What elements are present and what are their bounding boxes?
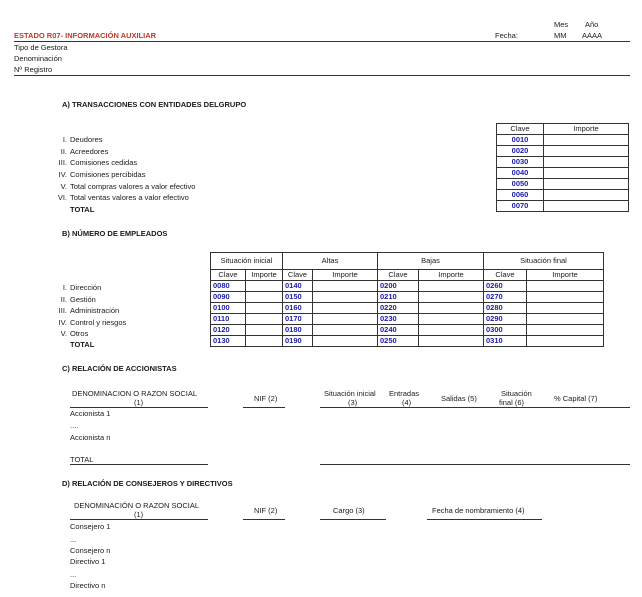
col-importe: Importe: [544, 124, 629, 135]
directivo-row: ...: [70, 570, 77, 579]
clave-cell: 0030: [497, 157, 544, 168]
clave-cell: 0050: [497, 179, 544, 190]
section-d-title: D) RELACIÓN DE CONSEJEROS Y DIRECTIVOS: [62, 479, 233, 488]
directivo-row: Directivo 1: [70, 557, 106, 566]
importe-input[interactable]: [544, 135, 629, 146]
clave-cell: 0060: [497, 190, 544, 201]
clave-cell: 0070: [497, 201, 544, 212]
mes-value: MM: [554, 31, 567, 40]
header-divider-bottom: [14, 75, 630, 76]
col-denominacion: DENOMINACION O RAZON SOCIAL: [72, 389, 198, 398]
accionista-row: Accionista 1: [70, 409, 111, 418]
col-salidas: Salidas (5): [441, 394, 477, 403]
mes-label: Mes: [554, 20, 569, 29]
clave-cell: 0020: [497, 146, 544, 157]
page-title: ESTADO R07- INFORMACIÓN AUXILIAR: [14, 31, 157, 40]
consejero-row: Consejero 1: [70, 522, 111, 531]
clave-cell: 0040: [497, 168, 544, 179]
header-field-denominacion: Denominación: [14, 54, 62, 63]
importe-input[interactable]: [544, 190, 629, 201]
col-capital: % Capital (7): [554, 394, 598, 403]
anio-value: AAAA: [582, 31, 603, 40]
clave-cell: 0010: [497, 135, 544, 146]
col-denominacion-note: (1): [134, 398, 144, 407]
importe-input[interactable]: [544, 179, 629, 190]
importe-input[interactable]: [544, 157, 629, 168]
section-b-table: Situación inicial Altas Bajas Situación final Clave Importe Clave Importe Clave Importe Clave Importe 0080 0140 0200 0260 0090 0150 0210 0270 0100 0160 0220 0280 0110 0170 0230 0290 0120 0180 0240 0300 0130 0190 0250 0310: [210, 252, 604, 347]
col-nif: NIF (2): [254, 506, 278, 515]
anio-label: Año: [585, 20, 599, 29]
col-cargo: Cargo (3): [333, 506, 365, 515]
header-field-tipo: Tipo de Gestora: [14, 43, 68, 52]
section-b-title: B) NÚMERO DE EMPLEADOS: [62, 229, 168, 238]
section-a-title: A) TRANSACCIONES CON ENTIDADES DELGRUPO: [62, 100, 247, 109]
header-field-registro: Nº Registro: [14, 65, 53, 74]
importe-input[interactable]: [544, 201, 629, 212]
accionistas-total: TOTAL: [70, 455, 94, 464]
consejero-row: ...: [70, 535, 77, 544]
consejero-row: Consejero n: [70, 546, 111, 555]
section-a-table: [496, 123, 629, 212]
group-situacion-inicial: Situación inicial: [211, 253, 283, 270]
header-divider: [14, 41, 630, 42]
accionista-row: ....: [70, 421, 79, 430]
section-c-title: C) RELACIÓN DE ACCIONISTAS: [62, 364, 177, 373]
fecha-label: Fecha:: [495, 31, 518, 40]
col-sit-final: Situación: [501, 389, 532, 398]
directivo-row: Directivo n: [70, 581, 106, 590]
group-bajas: Bajas: [378, 253, 484, 270]
importe-input[interactable]: [544, 168, 629, 179]
col-denominacion: DENOMINACIÓN O RAZON SOCIAL: [74, 501, 200, 510]
importe-input[interactable]: [544, 146, 629, 157]
col-nif: NIF (2): [254, 394, 278, 403]
group-situacion-final: Situación final: [484, 253, 604, 270]
col-fecha-nombramiento: Fecha de nombramiento (4): [432, 506, 525, 515]
col-entradas: Entradas: [389, 389, 420, 398]
col-sit-inicial: Situación inicial: [324, 389, 376, 398]
col-clave: Clave: [497, 124, 544, 135]
accionista-row: Accionista n: [70, 433, 111, 442]
group-altas: Altas: [283, 253, 378, 270]
